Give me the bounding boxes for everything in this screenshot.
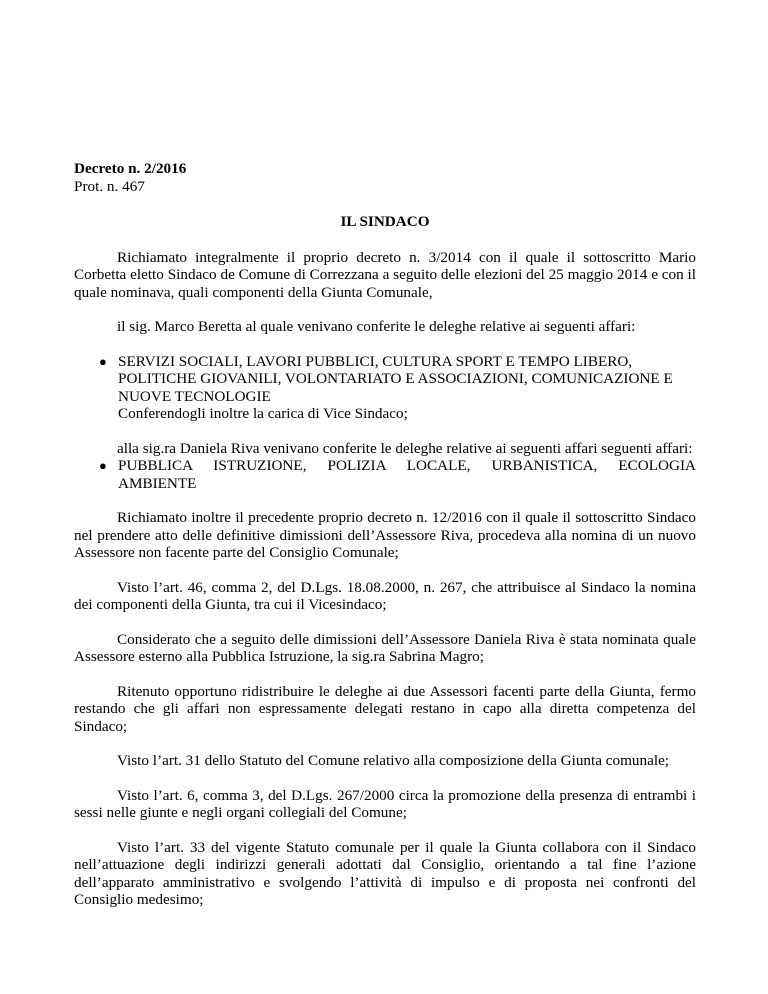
bullet-icon: ● bbox=[99, 458, 107, 473]
paragraph-art-33: Visto l’art. 33 del vigente Statuto comunale per il quale la Giunta collabora con il Sindaco nell’attuazione degli indirizzi generali adottati dal Consiglio, orientando a tal fine l’azione dell’apparato amministrativo e svolgendo l’attività di impulso e di proposta nei confronti del Consiglio medesimo; bbox=[74, 838, 696, 908]
paragraph-decreto-12: Richiamato inoltre il precedente proprio decreto n. 12/2016 con il quale il sottoscritto Sindaco nel prendere atto delle definitive dimissioni dell’Assessore Riva, procedeva alla nomina di un nuovo Assessore non facente parte del Consiglio Comunale; bbox=[74, 509, 696, 561]
paragraph-art-6: Visto l’art. 6, comma 3, del D.Lgs. 267/2000 circa la promozione della presenza di entrambi i sessi nelle giunte e negli organi collegiali del Comune; bbox=[74, 786, 696, 821]
paragraph-ritenuto: Ritenuto opportuno ridistribuire le deleghe ai due Assessori facenti parte della Giunta, fermo restando che gli affari non espressamente delegati restano in capo alla diretta competenza del Sindaco; bbox=[74, 682, 696, 735]
paragraph-richiamato: Richiamato integralmente il proprio decreto n. 3/2014 con il quale il sottoscritto Mario Corbetta eletto Sindaco de Comune di Correzzana a seguito delle elezioni del 25 maggio 2014 e con il quale nominava, quali componenti della Giunta Comunale, bbox=[74, 248, 696, 301]
list-item bbox=[74, 457, 696, 492]
delegation-line: NUOVE TECNOLOGIE bbox=[118, 387, 271, 405]
decree-number: Decreto n. 2/2016 bbox=[74, 160, 187, 177]
delegation-line: PUBBLICA ISTRUZIONE, POLIZIA LOCALE, URBANISTICA, ECOLOGIA bbox=[118, 457, 696, 474]
document-page bbox=[74, 160, 696, 909]
protocol-number: Prot. n. 467 bbox=[74, 177, 145, 195]
paragraph-riva: alla sig.ra Daniela Riva venivano conferite le deleghe relative ai seguenti affari seguenti affari: bbox=[117, 439, 693, 457]
beretta-delegations-list bbox=[74, 353, 696, 423]
paragraph-art-46: Visto l’art. 46, comma 2, del D.Lgs. 18.08.2000, n. 267, che attribuisce al Sindaco la nomina dei componenti della Giunta, tra cui il Vicesindaco; bbox=[74, 578, 696, 613]
delegation-line: SERVIZI SOCIALI, LAVORI PUBBLICI, CULTURA SPORT E TEMPO LIBERO, bbox=[118, 352, 633, 370]
document-title: IL SINDACO bbox=[340, 213, 430, 230]
paragraph-beretta: il sig. Marco Beretta al quale venivano conferite le deleghe relative ai seguenti affari: bbox=[117, 318, 636, 335]
list-item bbox=[74, 353, 696, 423]
bullet-icon: ● bbox=[99, 353, 107, 369]
delegation-line: POLITICHE GIOVANILI, VOLONTARIATO E ASSOCIAZIONI, COMUNICAZIONE E bbox=[118, 370, 673, 387]
vice-sindaco-line: Conferendogli inoltre la carica di Vice Sindaco; bbox=[118, 405, 408, 422]
paragraph-considerato: Considerato che a seguito delle dimissioni dell’Assessore Daniela Riva è stata nominata quale Assessore esterno alla Pubblica Istruzione, la sig.ra Sabrina Magro; bbox=[74, 630, 696, 665]
riva-delegations-list bbox=[74, 457, 696, 492]
delegation-line: AMBIENTE bbox=[118, 474, 197, 492]
paragraph-art-31: Visto l’art. 31 dello Statuto del Comune relativo alla composizione della Giunta comunale; bbox=[117, 752, 670, 769]
